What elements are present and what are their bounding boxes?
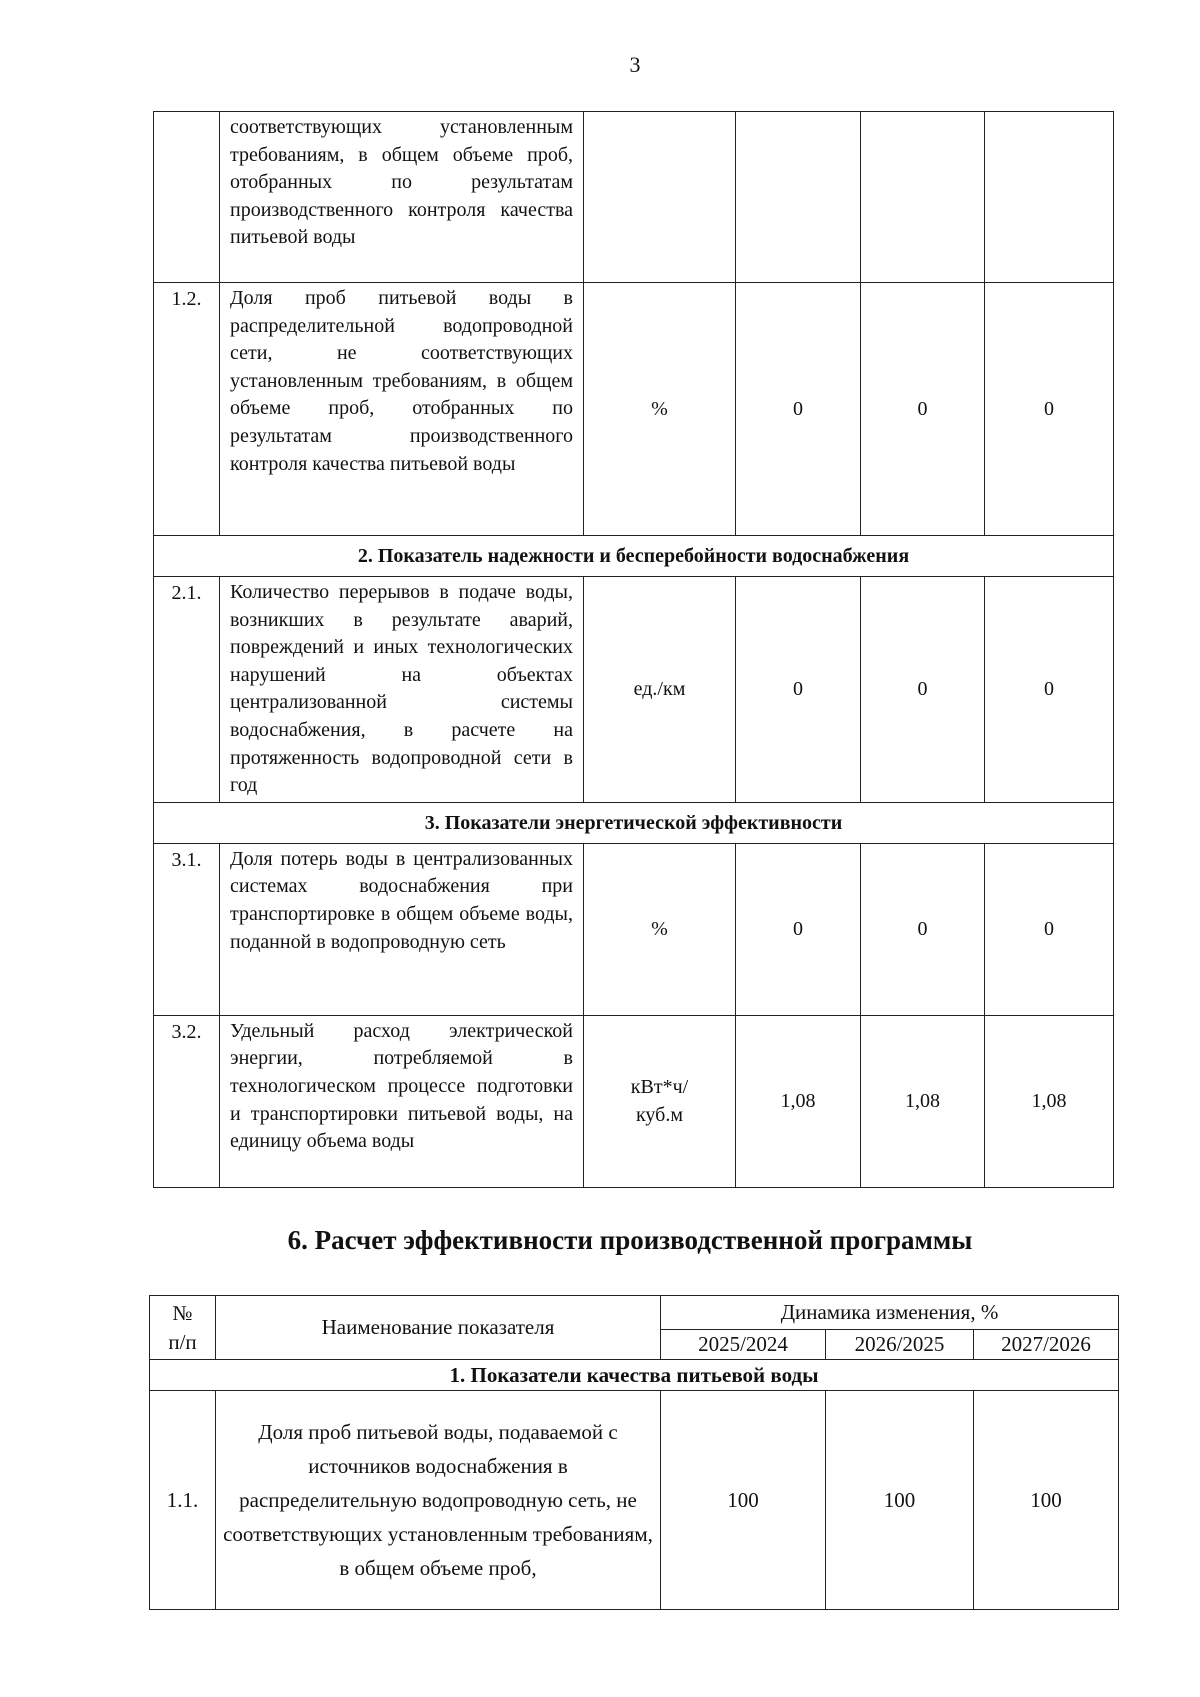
row-number-cell: 2.1. [154, 577, 220, 803]
unit-cell [584, 112, 736, 283]
section-title: 6. Расчет эффективности производственной программы [287, 1225, 973, 1255]
number-header [150, 1296, 216, 1360]
year-header: 2026/2025 [826, 1330, 974, 1360]
value-cell: 0 [861, 283, 985, 536]
row-number-cell: 1.2. [154, 283, 220, 536]
number-header-line: № [172, 1300, 193, 1325]
value-cell [736, 112, 861, 283]
unit-cell: % [584, 283, 736, 536]
number-header-line: п/п [168, 1329, 197, 1354]
value-cell: 0 [861, 843, 985, 1015]
table-row [150, 1391, 1119, 1610]
table-row [154, 283, 1114, 536]
value-cell: 0 [861, 577, 985, 803]
unit-line: кВт*ч/ [630, 1076, 689, 1099]
unit-cell [584, 1015, 736, 1187]
value-cell: 1,08 [861, 1015, 985, 1187]
indicator-description: Доля потерь воды в централизованных системах водоснабжения при транспортировке в общем объеме воды, поданной в водопроводную сеть [220, 843, 584, 1015]
section-row [150, 1360, 1119, 1391]
section-heading: 3. Показатели энергетической эффективности [154, 802, 1114, 843]
value-cell: 0 [736, 283, 861, 536]
row-number-cell: 3.2. [154, 1015, 220, 1187]
page-number: 3 [629, 52, 641, 77]
value-cell [985, 112, 1114, 283]
value-cell: 0 [985, 843, 1114, 1015]
table-row [154, 577, 1114, 803]
value-cell: 100 [826, 1391, 974, 1610]
value-cell [861, 112, 985, 283]
row-number-cell: 3.1. [154, 843, 220, 1015]
name-header: Наименование показателя [216, 1296, 661, 1360]
value-cell: 1,08 [736, 1015, 861, 1187]
efficiency-table [149, 1295, 1119, 1610]
section-heading: 2. Показатель надежности и бесперебойности водоснабжения [154, 536, 1114, 577]
value-cell: 0 [985, 577, 1114, 803]
year-header: 2027/2026 [974, 1330, 1119, 1360]
indicator-description: Удельный расход электрической энергии, потребляемой в технологическом процессе подготовки и транспортировки питьевой воды, на единицу объема воды [220, 1015, 584, 1187]
row-number-cell [154, 112, 220, 283]
indicator-description: соответствующих установленным требованиям, в общем объеме проб, отобранных по результатам производственного контроля качества питьевой воды [220, 112, 584, 283]
value-cell: 0 [985, 283, 1114, 536]
value-cell: 1,08 [985, 1015, 1114, 1187]
indicator-description: Доля проб питьевой воды в распределительной водопроводной сети, не соответствующих установленным требованиям, в общем объеме проб, отобранных по результатам производственного контроля качества питьевой воды [220, 283, 584, 536]
table-row [154, 843, 1114, 1015]
row-number-cell: 1.1. [150, 1391, 216, 1610]
section-row [154, 536, 1114, 577]
value-cell: 100 [661, 1391, 826, 1610]
value-cell: 0 [736, 843, 861, 1015]
table-row [154, 1015, 1114, 1187]
section-heading: 1. Показатели качества питьевой воды [150, 1360, 1119, 1391]
value-cell: 100 [974, 1391, 1119, 1610]
indicators-table [153, 111, 1114, 1188]
value-cell: 0 [736, 577, 861, 803]
unit-cell: ед./км [584, 577, 736, 803]
unit-line: куб.м [635, 1104, 683, 1127]
indicator-description: Доля проб питьевой воды, подаваемой с источников водоснабжения в распределительную водопроводную сеть, не соответствующих установленным требованиям, в общем объеме проб, [216, 1391, 661, 1610]
indicator-description: Количество перерывов в подаче воды, возникших в результате аварий, повреждений и иных технологических нарушений на объектах централизованной системы водоснабжения, в расчете на протяженность водопроводной сети в год [220, 577, 584, 803]
unit-cell: % [584, 843, 736, 1015]
header-row [150, 1296, 1119, 1330]
section-row [154, 802, 1114, 843]
dynamics-header: Динамика изменения, % [661, 1296, 1119, 1330]
year-header: 2025/2024 [661, 1330, 826, 1360]
table-row [154, 112, 1114, 283]
